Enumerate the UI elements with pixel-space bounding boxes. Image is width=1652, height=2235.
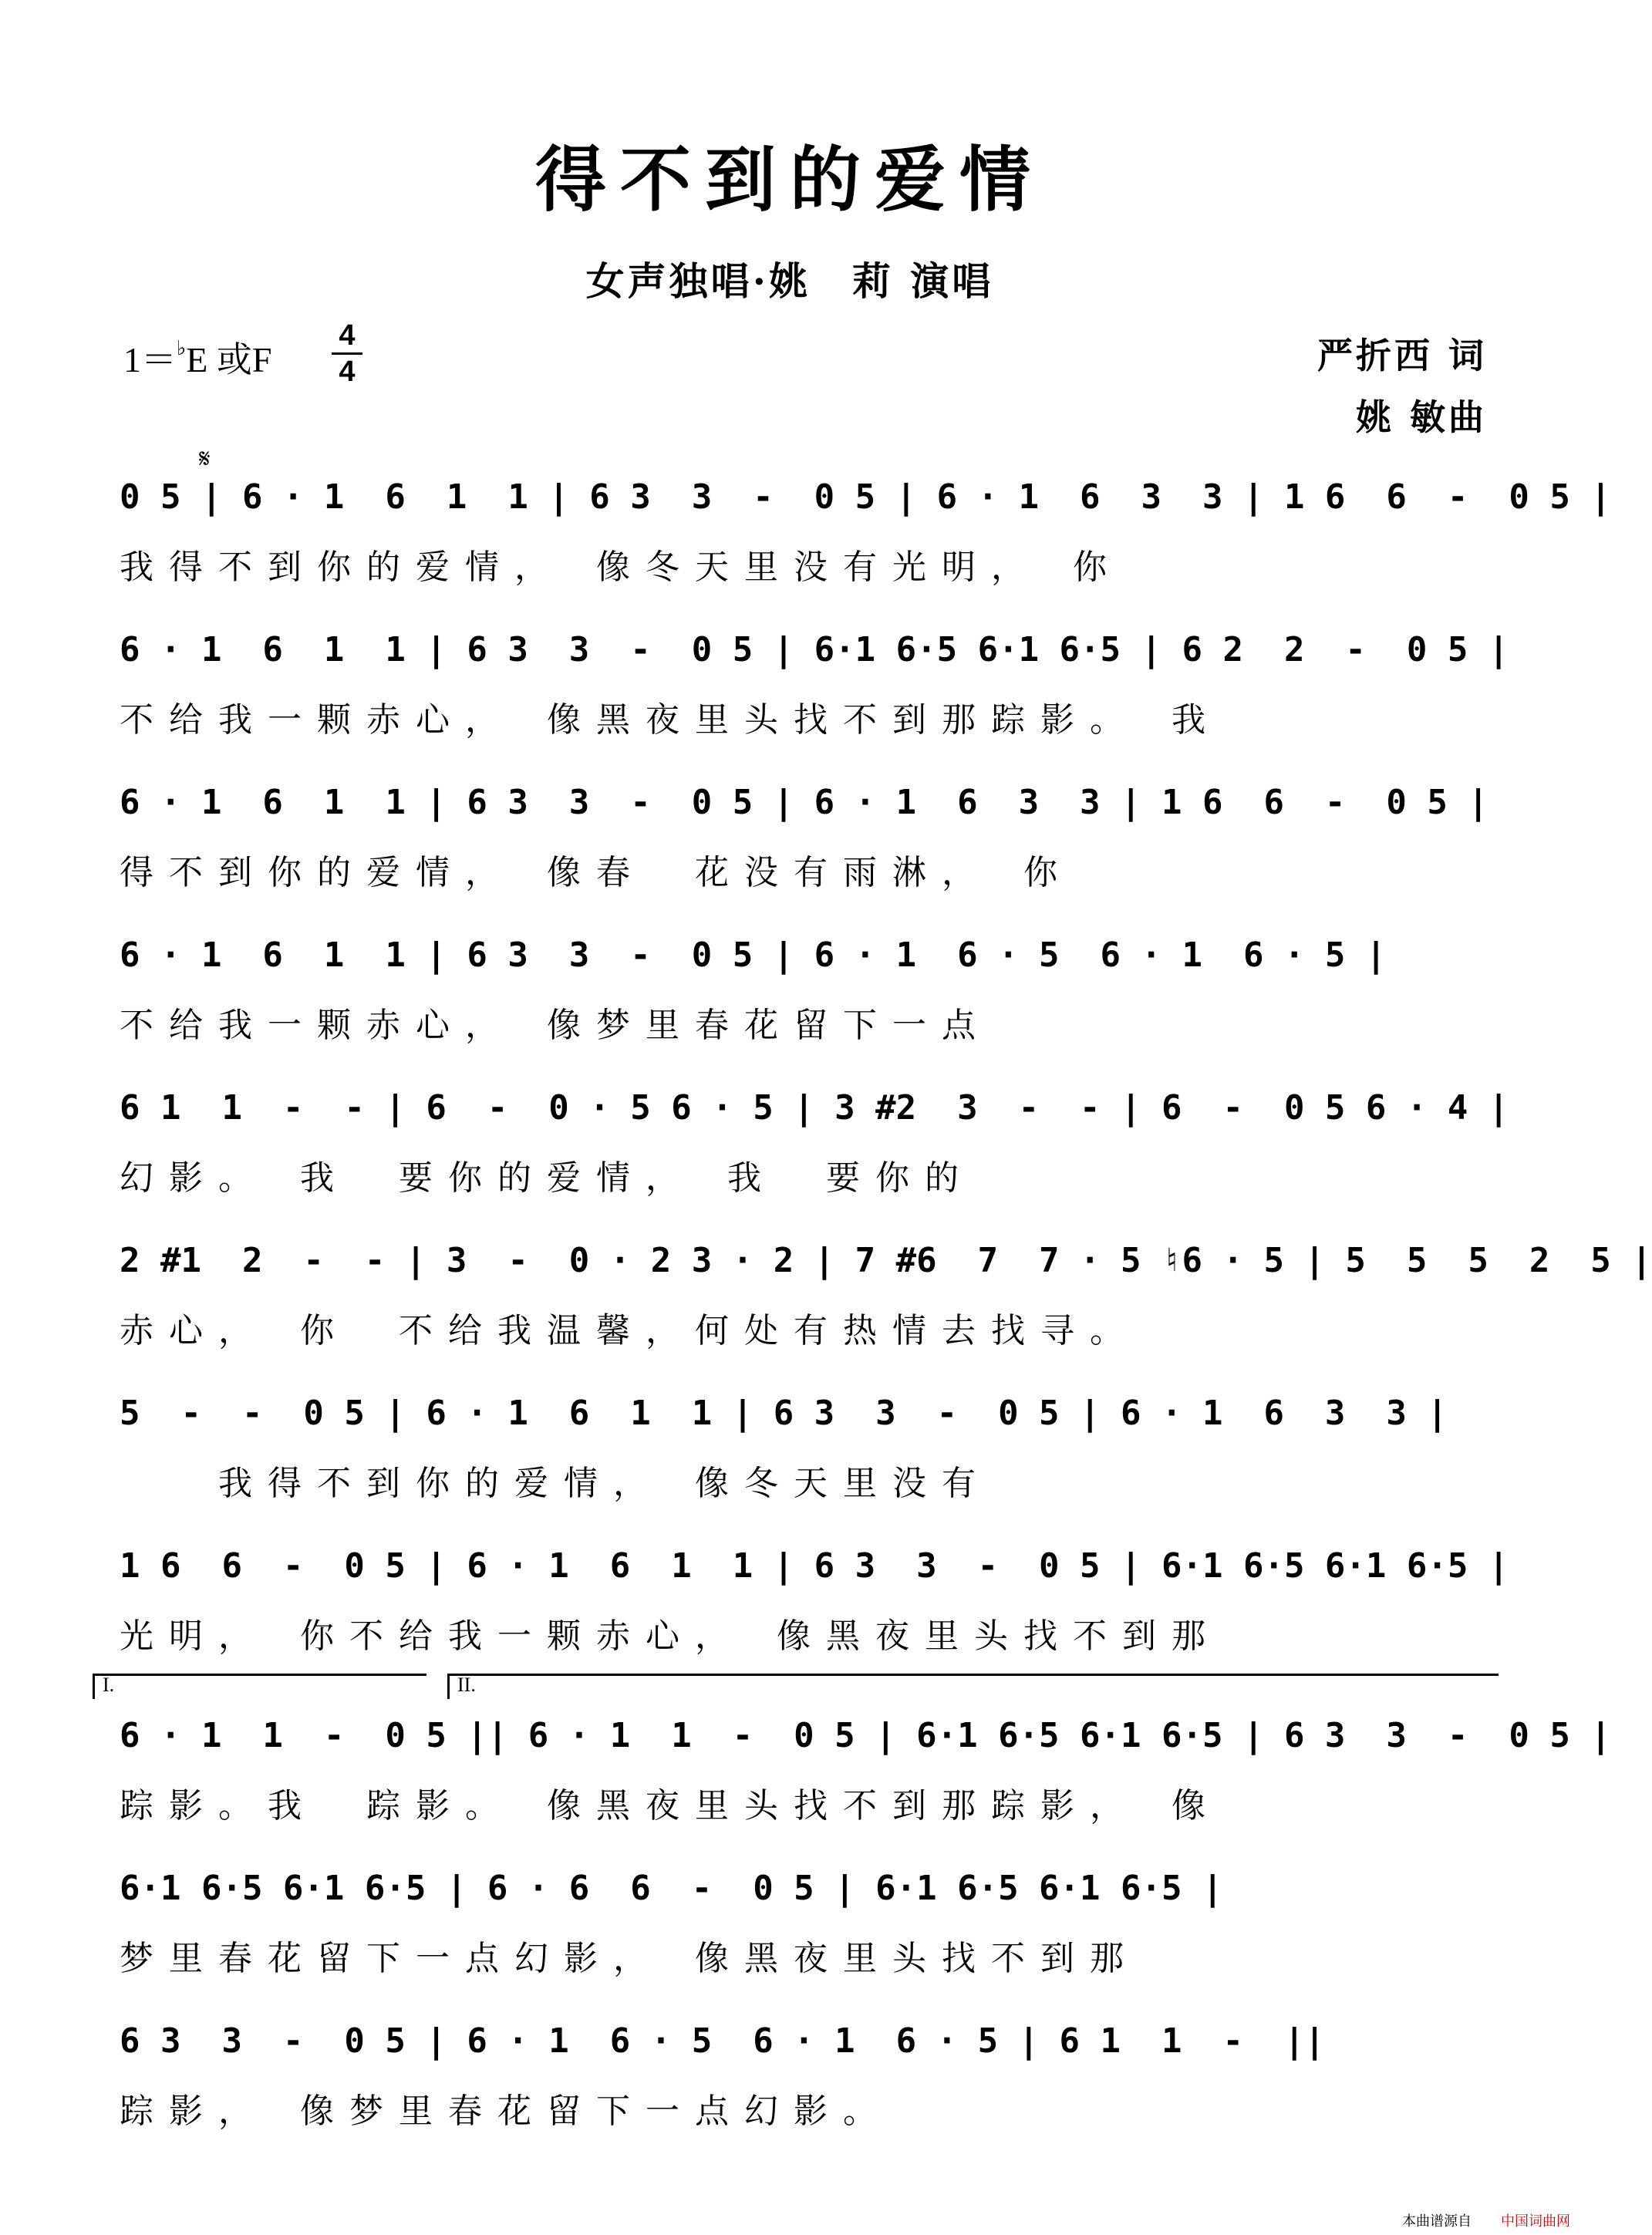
score-line [120,1705,1611,1844]
score-line [120,1858,1477,1997]
lyric-line: 不给我一颗赤心， 像梦里春花留下一点 [120,1006,991,1045]
time-signature-divider [332,352,362,355]
notation-line: 6 · 1 6 1 1 | 6 3 3 - 0 5 | 6 · 1 6 3 3 | 1 6 6 - 0 5 | [120,783,1488,822]
first-ending-bracket [93,1674,426,1699]
score-line [120,619,1509,758]
notation-line: 5 - - 0 5 | 6 · 1 6 1 1 | 6 3 3 - 0 5 | 6 · 1 6 3 3 | [120,1394,1448,1433]
key-signature [123,332,271,383]
time-signature [332,320,362,387]
lyricist-credit: 严折西 词 [1317,335,1487,376]
lyric-line: 我得不到你的爱情， 像冬天里没有 [120,1464,991,1503]
lyric-line: 梦里春花留下一点幻影， 像黑夜里头找不到那 [120,1939,1139,1978]
lyric-line: 得不到你的爱情， 像春 花没有雨淋， 你 [120,853,1073,892]
notation-line: 2 #1 2 - - | 3 - 0 · 2 3 · 2 | 7 #6 7 7 · 5 ♮6 · 5 | 5 5 5 2 5 | [120,1241,1652,1280]
lyric-line: 光明， 你不给我一颗赤心， 像黑夜里头找不到那 [120,1616,1221,1656]
lyric-line: 不给我一颗赤心， 像黑夜里头找不到那踪影。 我 [120,700,1221,740]
performer-subtitle: 女声独唱·姚 莉 演唱 [585,258,994,304]
lyric-line: 幻影。 我 要你的爱情， 我 要你的 [120,1158,974,1198]
lyric-line: 踪影， 像梦里春花留下一点幻影。 [120,2092,892,2131]
footer-source: 本曲谱源自 [1402,2213,1472,2229]
key-suffix: E 或F [186,340,272,379]
segno-sign: 𝄋 [199,443,211,474]
time-signature-top: 4 [339,319,356,352]
score-line [120,1230,1652,1369]
notation-line: 6·1 6·5 6·1 6·5 | 6 · 6 6 - 0 5 | 6·1 6·5 6·1 6·5 | [120,1869,1223,1908]
lyric-line: 踪影。我 踪影。 像黑夜里头找不到那踪影， 像 [120,1786,1221,1825]
lyric-line: 我得不到你的爱情， 像冬天里没有光明， 你 [120,548,1122,587]
time-signature-bottom: 4 [339,356,356,388]
notation-line: 0 5 | 6 · 1 6 1 1 | 6 3 3 - 0 5 | 6 · 1 6 3 3 | 1 6 6 - 0 5 | [120,477,1611,517]
page-title: 得不到的爱情 [534,138,1044,221]
score-line [120,1383,1477,1522]
lyric-line: 赤心， 你 不给我温馨，何处有热情去找寻。 [120,1311,1139,1350]
notation-line: 6 3 3 - 0 5 | 6 · 1 6 · 5 6 · 1 6 · 5 | 6 1 1 - || [120,2021,1325,2061]
second-ending-bracket [447,1674,1499,1699]
score-line [120,772,1488,911]
notation-line: 6 · 1 6 1 1 | 6 3 3 - 0 5 | 6 · 1 6 · 5 6 · 1 6 · 5 | [120,935,1387,975]
notation-line: 6 · 1 6 1 1 | 6 3 3 - 0 5 | 6·1 6·5 6·1 6·5 | 6 2 2 - 0 5 | [120,630,1509,669]
score-line [120,1536,1509,1674]
score-line [120,467,1611,605]
second-ending-label: II. [457,1674,476,1696]
score-line [120,2011,1477,2149]
notation-line: 6 1 1 - - | 6 - 0 · 5 6 · 5 | 3 #2 3 - - | 6 - 0 5 6 · 4 | [120,1088,1509,1128]
first-ending-label: I. [103,1674,115,1696]
score-line [120,925,1477,1064]
notation-line: 1 6 6 - 0 5 | 6 · 1 6 1 1 | 6 3 3 - 0 5 | 6·1 6·5 6·1 6·5 | [120,1546,1509,1586]
score-line [120,1077,1509,1216]
key-prefix: 1＝ [123,340,177,379]
footer-site: 中国词曲网 [1501,2213,1570,2229]
flat-symbol: ♭ [177,337,187,359]
composer-credit: 姚 敏曲 [1355,396,1487,438]
notation-line: 6 · 1 1 - 0 5 || 6 · 1 1 - 0 5 | 6·1 6·5 6·1 6·5 | 6 3 3 - 0 5 | [120,1716,1611,1755]
